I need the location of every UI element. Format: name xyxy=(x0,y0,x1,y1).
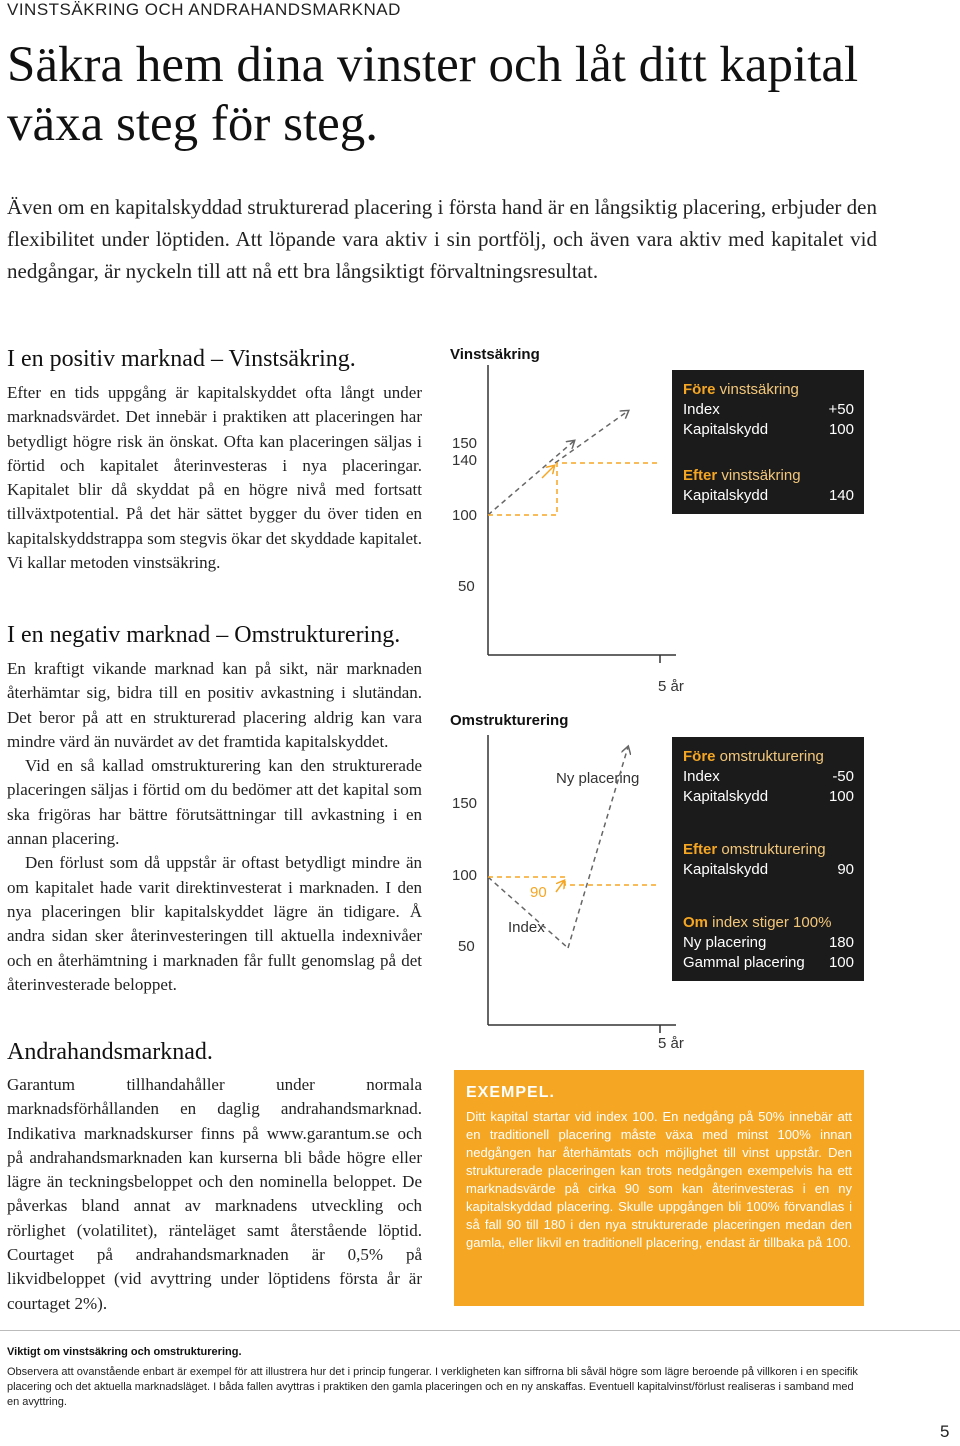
section-body-negative xyxy=(7,657,422,997)
row-label: Kapitalskydd xyxy=(683,487,769,504)
y-tick-label: 150 xyxy=(452,795,478,812)
info-box-omstrukturering xyxy=(672,737,864,981)
row-value: 140 xyxy=(828,487,854,504)
chart-title: Vinstsäkring xyxy=(450,346,540,363)
info-row xyxy=(683,860,854,880)
protection-line xyxy=(488,877,658,885)
annotation-90: 90 xyxy=(530,884,547,901)
heading-rest: omstrukturering xyxy=(715,748,824,765)
heading-highlight: Om xyxy=(683,914,709,931)
section-title-secondary: Andrahandsmarknad. xyxy=(7,1039,213,1065)
paragraph: Efter en tids uppgång är kapitalskyddet ofta långt under marknadsvärdet. Det innebär i praktiken att placeringen har betydligt högre risk än önskat. Ofta kan placeringen säljas i förtid och kapitalet återinvesteras i nya placeringar. Kapitalet blir då skyddat på en högre nivå med fortsatt tillväxtpotential. På det här sättet bygger du över tiden en kapitalskyddstrappa som stegvis ökar det skyddade kapitalet. Vi kallar metoden vinstsäkring. xyxy=(7,383,422,573)
box-heading xyxy=(683,380,854,400)
y-tick-label: 150 xyxy=(452,435,478,452)
row-value: 100 xyxy=(828,788,854,805)
footer-text: Observera att ovanstående enbart är exempel för att illustrera hur det i princip fungerar. I verkligheten kan siffrorna bli såväl högre som lägre beroende på villkoren i en specifik placering och det aktuella marknadsläget. I båda fallen avyttras i praktiken den gamla placeringen och en ny anskaffas. Eventuell kapitalvinst/förlust realiseras i samband med en avyttring. xyxy=(7,1366,858,1408)
annotation-index: Index xyxy=(508,919,545,936)
section-label: VINSTSÄKRING OCH ANDRAHANDSMARKNAD xyxy=(7,0,401,19)
info-box-vinstsakring xyxy=(672,370,864,514)
heading-rest: index stiger 100% xyxy=(708,914,832,931)
row-value: +50 xyxy=(828,401,854,418)
row-label: Kapitalskydd xyxy=(683,421,769,438)
example-title: EXEMPEL. xyxy=(466,1084,555,1101)
paragraph: En kraftigt vikande marknad kan på sikt, när marknaden återhämtar sig, bidra till en positiv avkastning i slutändan. Det beror på att en strukturerad placering aldrig kan vara mindre värd än nuvärdet av det framtida kapitalskyddet. xyxy=(7,659,422,751)
heading-rest: omstrukturering xyxy=(717,841,826,858)
y-tick-label: 100 xyxy=(452,867,478,884)
heading-rest: vinstsäkring xyxy=(717,467,801,484)
page-number: 5 xyxy=(940,1422,950,1441)
heading-highlight: Före xyxy=(683,748,716,765)
chart-title: Omstrukturering xyxy=(450,712,569,729)
intro-paragraph: Även om en kapitalskyddad strukturerad placering i första hand är en långsiktig placering, erbjuder den flexibilitet under löptiden. Att löpande vara aktiv i sin portfölj, och även vara aktiv med kapitalet vid nedgångar, är nyckeln till att nå ett bra långsiktigt förvaltningsresultat. xyxy=(7,195,877,283)
paragraph: Vid en så kallad omstrukturering kan den strukturerade placeringen säljas i förtid om du bedömer att det kapital som ska frigöras har bättre förutsättningar till avkastning i en annan placering. xyxy=(7,756,422,849)
y-tick-label: 50 xyxy=(458,578,475,595)
row-value: 180 xyxy=(828,934,854,951)
paragraph: Den förlust som då uppstår är oftast betydligt mindre än om kapitalet hade varit direktinvesterat i marknaden. I den nya placeringen blir kapitalskyddet lägre än tidigare. Å andra sidan sker återinvesteringen till aktuella indexnivåer och en återhämtning i marknaden får fullt genomslag på det återinvesterade beloppet. xyxy=(7,853,422,994)
page-title: Säkra hem dina vinster och låt ditt kapital växa steg för steg. xyxy=(7,37,859,152)
box-heading xyxy=(683,840,854,860)
y-tick-label: 50 xyxy=(458,938,475,955)
footer-divider xyxy=(0,1330,960,1331)
info-row xyxy=(683,420,854,440)
box-heading xyxy=(683,466,854,486)
y-tick-label: 100 xyxy=(452,507,478,524)
example-box xyxy=(454,1070,864,1306)
box-heading xyxy=(683,747,854,767)
index-line xyxy=(488,441,574,515)
row-value: 100 xyxy=(828,421,854,438)
box-heading xyxy=(683,913,854,933)
row-value: 100 xyxy=(828,954,854,971)
heading-highlight: Efter xyxy=(683,841,718,858)
info-row xyxy=(683,933,854,953)
footer-title: Viktigt om vinstsäkring och omstrukturering. xyxy=(7,1346,242,1358)
index-line xyxy=(555,411,628,463)
heading-highlight: Efter xyxy=(683,467,718,484)
example-text: Ditt kapital startar vid index 100. En nedgång på 50% innebär att en traditionell placering måste växa med minst 100% innan nedgången har återhämtats och möjlighet till vinst uppstår. Den strukturerade placeringen kan trots nedgången exempelvis ha ett marknadsvärde på cirka 90 som kan återinvesteras i en ny kapitalskyddad placering. Skulle uppgången bli 100% förvandlas i så fall 90 till 180 i den nya strukturerade placeringen medan den gamla, eller likvil en traditionell placering, endast är tillbaka på 100. xyxy=(466,1109,852,1250)
row-label: Kapitalskydd xyxy=(683,861,769,878)
row-label: Kapitalskydd xyxy=(683,788,769,805)
info-row xyxy=(683,400,854,420)
protection-line xyxy=(488,463,658,515)
heading-highlight: Före xyxy=(683,381,716,398)
index-line xyxy=(488,877,568,948)
section-body-secondary xyxy=(7,1073,422,1316)
section-body-positive xyxy=(7,381,422,575)
heading-rest: vinstsäkring xyxy=(715,381,799,398)
paragraph: Garantum tillhandahåller under normala marknadsförhållanden en daglig andrahandsmarknad. Indikativa marknadskurser finns på www.garantum.se och på andrahandsmarknaden kan kurserna bli både högre eller lägre än teckningsbeloppet och den nominella beloppet. De påverkas bland annat av marknadens utveckling och rörlighet (volatilitet), ränteläget samt återstående löptid. Courtaget på andrahandsmarknaden är 0,5% på likvidbeloppet (vid avyttring under löptidens första år är courtaget 2%). xyxy=(7,1075,422,1313)
chart-omstrukturering xyxy=(440,705,684,1060)
row-label: Ny placering xyxy=(683,934,767,951)
info-row xyxy=(683,953,854,973)
info-row xyxy=(683,787,854,807)
row-value: 90 xyxy=(837,861,854,878)
row-label: Gammal placering xyxy=(683,954,805,971)
section-title-negative: I en negativ marknad – Omstrukturering. xyxy=(7,622,401,648)
row-value: -50 xyxy=(832,768,854,785)
info-row xyxy=(683,486,854,506)
annotation-ny-placering: Ny placering xyxy=(556,770,640,787)
x-axis-label: 5 år xyxy=(658,678,684,695)
row-label: Index xyxy=(683,768,720,785)
y-tick-label: 140 xyxy=(452,452,478,469)
row-label: Index xyxy=(683,401,720,418)
x-axis-label: 5 år xyxy=(658,1035,684,1052)
chart-vinstsakring xyxy=(440,335,684,705)
info-row xyxy=(683,767,854,787)
step-arrow xyxy=(556,881,564,892)
section-title-positive: I en positiv marknad – Vinstsäkring. xyxy=(7,346,356,372)
